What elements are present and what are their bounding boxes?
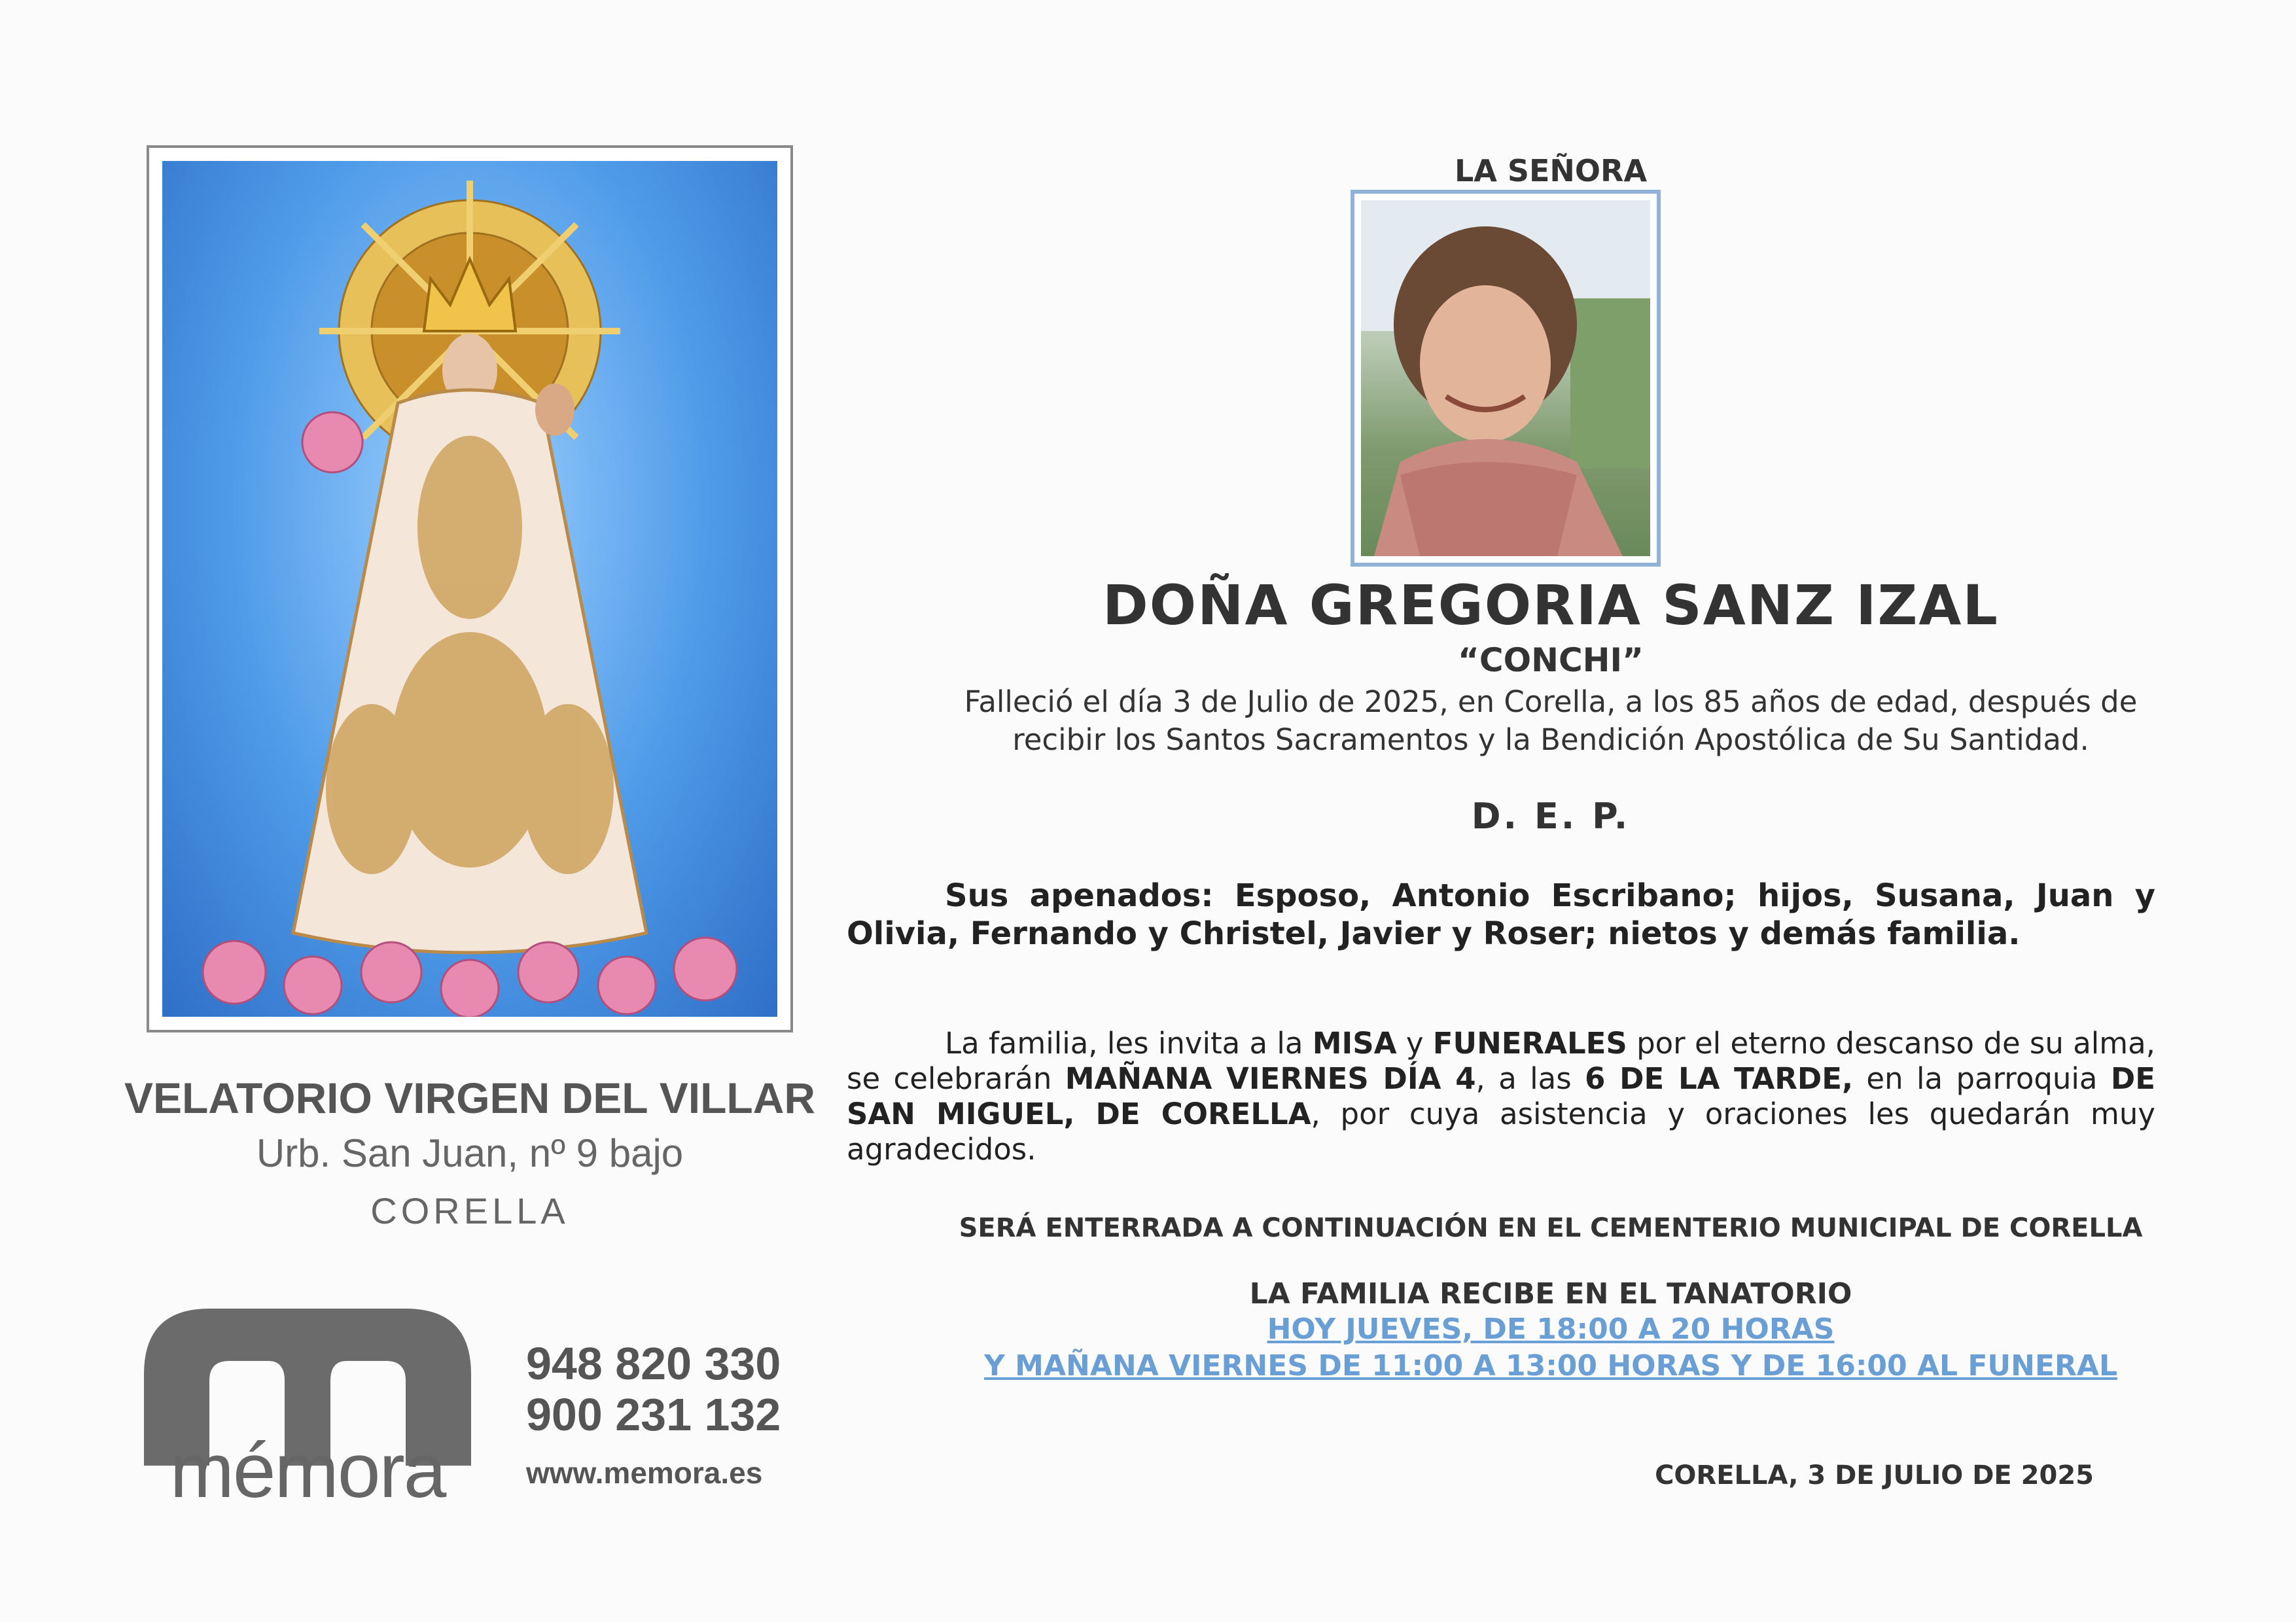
mass-text-2: y [1396,1026,1433,1061]
mourners-paragraph [847,877,2155,953]
death-info-line-2: recibir los Santos Sacramentos y la Bendición Apostólica de Su Santidad. [1012,722,2089,757]
mass-text-5: en la parroquia [1853,1061,2111,1096]
virgin-del-villar-image [162,161,777,1017]
burial-notice: SERÁ ENTERRADA A CONTINUACIÓN EN EL CEMENTERIO MUNICIPAL DE CORELLA [959,1213,2143,1243]
funeral-home-name: VELATORIO VIRGEN DEL VILLAR [124,1074,816,1122]
mass-bold-misa: MISA [1312,1026,1397,1061]
mass-text-6: , por cuya asistencia y oraciones les quedarán muy agradecidos. [847,1097,2155,1167]
deceased-nickname: “CONCHI” [1458,641,1644,679]
phone-number-1[interactable]: 948 820 330 [526,1338,781,1389]
mass-bold-day: MAÑANA VIERNES DÍA 4 [1065,1061,1476,1096]
mass-bold-funerales: FUNERALES [1432,1026,1627,1061]
phone-number-2[interactable]: 900 231 132 [526,1389,781,1440]
deceased-name: DOÑA GREGORIA SANZ IZAL [1103,573,1999,637]
visit-hours-tomorrow-link[interactable]: Y MAÑANA VIERNES DE 11:00 A 13:00 HORAS Y DE 16:00 AL FUNERAL [983,1349,2118,1383]
tanatorio-title: LA FAMILIA RECIBE EN EL TANATORIO [1249,1277,1852,1311]
funeral-home-city: CORELLA [370,1190,569,1231]
deceased-portrait [1361,200,1650,556]
mass-paragraph [847,1026,2155,1167]
place-and-date: CORELLA, 3 DE JULIO DE 2025 [1655,1460,2094,1490]
death-info-line-1: Falleció el día 3 de Julio de 2025, en Corella, a los 85 años de edad, después de [964,684,2138,719]
portrait-frame [1351,190,1661,567]
mass-bold-parish: DE SAN MIGUEL, DE CORELLA [847,1061,2155,1131]
mass-text-1: La familia, les invita a la [945,1026,1313,1061]
memora-brand-text: mémora [169,1428,446,1514]
website-link[interactable]: www.memora.es [526,1456,763,1490]
death-info [877,683,2225,759]
mass-bold-time: 6 DE LA TARDE, [1585,1061,1854,1096]
funeral-home-address: Urb. San Juan, nº 9 bajo [256,1131,684,1175]
mourners-text: Sus apenados: Esposo, Antonio Escribano; hijos, Susana, Juan y Olivia, Fernando y Christel, Javier y Roser; nietos y demás familia. [847,877,2155,952]
rip-text: D. E. P. [1471,796,1631,837]
visit-hours-today-link[interactable]: HOY JUEVES, DE 18:00 A 20 HORAS [1267,1313,1835,1346]
virgin-image-frame [147,145,793,1032]
mass-text-3: por el eterno descanso de su alma, se celebrarán [847,1026,2155,1096]
mass-text-4: , a las [1475,1061,1585,1096]
honorific: LA SEÑORA [1454,153,1648,188]
